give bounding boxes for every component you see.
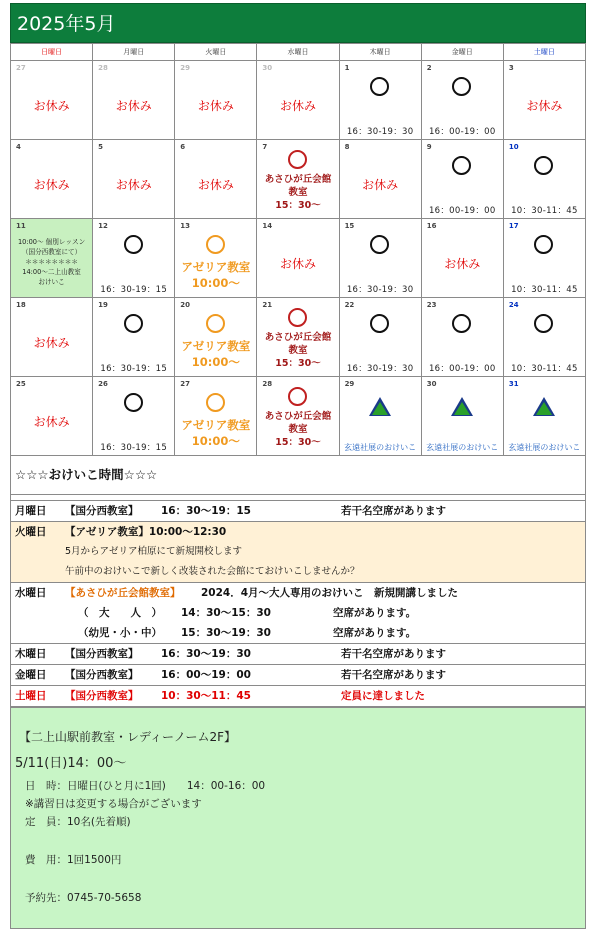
closed-label: お休み (279, 99, 316, 113)
note-line: 10:00～ 個別レッスン (17, 238, 86, 246)
class-group-label: （ 大 人 ） (78, 607, 162, 619)
info-date: 5/11(日)14：00～ (15, 756, 127, 771)
info-line: 日 時：日曜日(ひと月に1回) 14：00-16：00 (25, 780, 266, 792)
room-label: 【国分西教室】 (65, 648, 139, 660)
lesson-time: 16：30-19：30 (346, 285, 414, 295)
time-label: 16：30～19：15 (161, 505, 251, 517)
day-number: 26 (98, 380, 108, 388)
room-label: 【国分西教室】 (65, 505, 139, 517)
open-circle-icon (370, 77, 389, 96)
day-cell (93, 61, 175, 140)
day-cell (11, 219, 93, 298)
lesson-time: 16：00-19：00 (428, 127, 496, 137)
open-circle-icon (206, 393, 225, 412)
day-number: 15 (344, 222, 355, 230)
lesson-time: 10：30-11：45 (511, 364, 578, 374)
azalea-label (175, 338, 256, 370)
week-row (11, 377, 586, 456)
lesson-time: 16：00-19：00 (428, 206, 496, 216)
asahigaoka-time: 15：30～ (275, 200, 321, 211)
info-line: 定 員：10名(先着順) (25, 816, 131, 828)
azalea-time: 10:00～ (191, 434, 240, 448)
availability-note: 定員に達しました (341, 690, 425, 702)
day-number: 30 (426, 380, 437, 388)
asahigaoka-label (257, 173, 338, 212)
day-number: 25 (16, 380, 26, 388)
day-number: 17 (508, 222, 519, 230)
day-number: 21 (262, 301, 273, 309)
special-lesson-note (11, 237, 92, 287)
day-cell (93, 140, 175, 219)
day-cell (339, 377, 421, 456)
day-number: 9 (426, 143, 432, 151)
day-number: 19 (98, 301, 108, 309)
asahigaoka-label (257, 410, 338, 449)
lesson-time: 16：30-19：15 (100, 364, 168, 374)
closed-label: お休み (115, 99, 152, 113)
open-circle-icon (534, 314, 553, 333)
open-circle-icon (288, 150, 307, 169)
day-cell (257, 298, 339, 377)
weekday-fri: 金曜日 (421, 44, 503, 61)
open-circle-icon (288, 387, 307, 406)
day-cell (339, 140, 421, 219)
lesson-time: 16：30-19：15 (100, 285, 168, 295)
info-line: 費 用：1回1500円 (25, 854, 122, 866)
triangle-icon (369, 397, 391, 416)
weekday-header-row (11, 44, 586, 61)
schedule-row-thursday (11, 644, 585, 665)
announcement-line: 午前中のおけいこで新しく改装された会館にておけいこしませんか？ (65, 566, 360, 577)
day-cell (421, 61, 503, 140)
day-number: 2 (426, 64, 432, 72)
lesson-time: 10：30-11：45 (511, 206, 578, 216)
futakamiyama-info-box (10, 708, 586, 929)
exhibition-practice-label: 玄遠社展のおけいこ (508, 443, 581, 452)
calendar-grid (10, 43, 586, 456)
day-cell (421, 140, 503, 219)
open-circle-icon (206, 235, 225, 254)
weekday-thu: 木曜日 (339, 44, 421, 61)
day-cell (503, 298, 585, 377)
lesson-time: 16：30-19：30 (346, 127, 414, 137)
day-number: 16 (426, 222, 437, 230)
note-line: 14:00～二上山教室 (22, 268, 81, 276)
closed-label: お休み (33, 336, 70, 350)
asahigaoka-room: 教室 (288, 424, 308, 435)
time-label: 16：30～19：30 (161, 648, 251, 660)
open-circle-icon (534, 156, 553, 175)
room-label: 【あさひが丘会館教室】 (65, 587, 181, 599)
time-label: 15：30～19：30 (181, 627, 271, 639)
day-cell (175, 61, 257, 140)
day-label: 月曜日 (15, 505, 47, 517)
weekday-wed: 水曜日 (257, 44, 339, 61)
asahigaoka-room: 教室 (288, 345, 308, 356)
lesson-time: 16：30-19：30 (346, 364, 414, 374)
closed-label: お休み (33, 99, 70, 113)
day-number: 27 (180, 380, 191, 388)
day-label: 金曜日 (15, 669, 47, 681)
day-cell (257, 219, 339, 298)
day-number: 28 (262, 380, 273, 388)
note-line: おけいこ (38, 278, 65, 286)
azalea-label (175, 259, 256, 291)
availability-note: 空席があります。 (333, 627, 417, 639)
lesson-time: 16：00-19：00 (428, 364, 496, 374)
room-label: 【国分西教室】 (65, 669, 139, 681)
closed-label: お休み (33, 178, 70, 192)
schedule-row-monday (11, 501, 585, 522)
week-row (11, 61, 586, 140)
day-number: 8 (344, 143, 350, 151)
day-number: 28 (98, 64, 108, 72)
announcement-line: 2024．4月～大人専用のおけいこ 新規開講しました (201, 587, 459, 599)
asahigaoka-label (257, 331, 338, 370)
triangle-icon (533, 397, 555, 416)
day-cell (503, 140, 585, 219)
day-cell (503, 61, 585, 140)
schedule-row-friday (11, 665, 585, 686)
day-number: 29 (344, 380, 355, 388)
azalea-name: アゼリア教室 (181, 418, 251, 432)
day-cell (93, 298, 175, 377)
exhibition-practice-label: 玄遠社展のおけいこ (344, 443, 417, 452)
day-number: 29 (180, 64, 191, 72)
closed-label: お休み (362, 178, 399, 192)
day-cell (93, 377, 175, 456)
closed-label: お休み (444, 257, 481, 271)
weekday-mon: 月曜日 (93, 44, 175, 61)
availability-note: 若干名空席があります (341, 648, 446, 660)
closed-label: お休み (115, 178, 152, 192)
day-number: 18 (16, 301, 26, 309)
day-cell (421, 219, 503, 298)
day-number: 5 (98, 143, 104, 151)
day-number: 11 (16, 222, 26, 230)
room-label: 【アゼリア教室】10:00～12:30 (65, 526, 227, 538)
time-label: 16：00～19：00 (161, 669, 251, 681)
day-cell (257, 140, 339, 219)
room-label: 【国分西教室】 (65, 690, 139, 702)
week-row (11, 140, 586, 219)
note-line: （国分西教室にて） (21, 248, 82, 256)
schedule-row-saturday (11, 686, 585, 707)
day-cell (257, 377, 339, 456)
info-line: ※講習日は変更する場合がございます (25, 798, 202, 810)
class-group-label: （幼児・小・中） (78, 627, 162, 639)
azalea-label (175, 417, 256, 449)
day-cell (421, 298, 503, 377)
open-circle-icon (370, 314, 389, 333)
asahigaoka-name: あさひが丘会館 (264, 411, 332, 422)
azalea-time: 10:00～ (191, 355, 240, 369)
open-circle-icon (370, 235, 389, 254)
lesson-time: 10：30-11：45 (511, 285, 578, 295)
day-number: 23 (426, 301, 437, 309)
day-number: 10 (508, 143, 519, 151)
weekday-sat: 土曜日 (503, 44, 585, 61)
day-number: 3 (508, 64, 514, 72)
time-label: 10：30～11：45 (161, 690, 251, 702)
day-cell (93, 219, 175, 298)
day-number: 7 (262, 143, 268, 151)
day-label: 土曜日 (15, 690, 47, 702)
day-cell (257, 61, 339, 140)
day-cell (339, 298, 421, 377)
day-number: 14 (262, 222, 273, 230)
day-cell (175, 140, 257, 219)
open-circle-icon (124, 393, 143, 412)
calendar-page (10, 3, 586, 929)
schedule-row-tuesday (11, 522, 585, 583)
weekday-sun: 日曜日 (11, 44, 93, 61)
day-number: 22 (344, 301, 355, 309)
azalea-name: アゼリア教室 (181, 260, 251, 274)
month-title: 2025年5月 (10, 3, 586, 43)
day-number: 20 (180, 301, 191, 309)
day-cell (11, 298, 93, 377)
triangle-icon (451, 397, 473, 416)
asahigaoka-name: あさひが丘会館 (264, 332, 332, 343)
schedule-row-wednesday (11, 583, 585, 644)
open-circle-icon (534, 235, 553, 254)
day-cell (503, 377, 585, 456)
schedule-title: ☆☆☆おけいこ時間☆☆☆ (11, 456, 585, 495)
day-number: 31 (508, 380, 519, 388)
day-label: 木曜日 (15, 648, 47, 660)
availability-note: 若干名空席があります (341, 669, 446, 681)
week-row (11, 298, 586, 377)
lesson-schedule (10, 456, 586, 708)
closed-label: お休み (33, 415, 70, 429)
asahigaoka-room: 教室 (288, 187, 308, 198)
open-circle-icon (124, 235, 143, 254)
open-circle-icon (452, 77, 471, 96)
closed-label: お休み (279, 257, 316, 271)
day-cell (175, 219, 257, 298)
week-row (11, 219, 586, 298)
day-cell (175, 377, 257, 456)
open-circle-icon (452, 156, 471, 175)
day-cell (11, 377, 93, 456)
announcement-line: 5月からアゼリア柏原にて新規開校します (65, 546, 242, 557)
day-number: 4 (16, 143, 21, 151)
day-cell (11, 140, 93, 219)
closed-label: お休み (197, 178, 234, 192)
day-number: 12 (98, 222, 108, 230)
closed-label: お休み (197, 99, 234, 113)
day-label: 水曜日 (15, 587, 47, 599)
note-line: ＊＊＊＊＊＊＊＊ (25, 258, 78, 266)
day-cell (339, 61, 421, 140)
open-circle-icon (124, 314, 143, 333)
day-number: 1 (344, 64, 350, 72)
info-heading: 【二上山駅前教室・レディーノーム2F】 (19, 730, 236, 744)
day-number: 24 (508, 301, 519, 309)
lesson-time: 16：30-19：15 (100, 443, 168, 453)
availability-note: 空席があります。 (333, 607, 417, 619)
day-label: 火曜日 (15, 526, 47, 538)
availability-note: 若干名空席があります (341, 505, 446, 517)
closed-label: お休み (526, 99, 563, 113)
asahigaoka-time: 15：30～ (275, 358, 321, 369)
time-label: 14：30～15：30 (181, 607, 271, 619)
info-phone: 予約先：0745-70-5658 (25, 892, 142, 904)
day-cell (421, 377, 503, 456)
day-number: 27 (16, 64, 26, 72)
day-cell (175, 298, 257, 377)
weekday-tue: 火曜日 (175, 44, 257, 61)
exhibition-practice-label: 玄遠社展のおけいこ (426, 443, 499, 452)
asahigaoka-time: 15：30～ (275, 437, 321, 448)
azalea-time: 10:00～ (191, 276, 240, 290)
day-number: 6 (180, 143, 186, 151)
open-circle-icon (288, 308, 307, 327)
day-cell (339, 219, 421, 298)
day-number: 13 (180, 222, 191, 230)
day-cell (11, 61, 93, 140)
day-number: 30 (262, 64, 273, 72)
asahigaoka-name: あさひが丘会館 (264, 174, 332, 185)
open-circle-icon (452, 314, 471, 333)
open-circle-icon (206, 314, 225, 333)
azalea-name: アゼリア教室 (181, 339, 251, 353)
day-cell (503, 219, 585, 298)
